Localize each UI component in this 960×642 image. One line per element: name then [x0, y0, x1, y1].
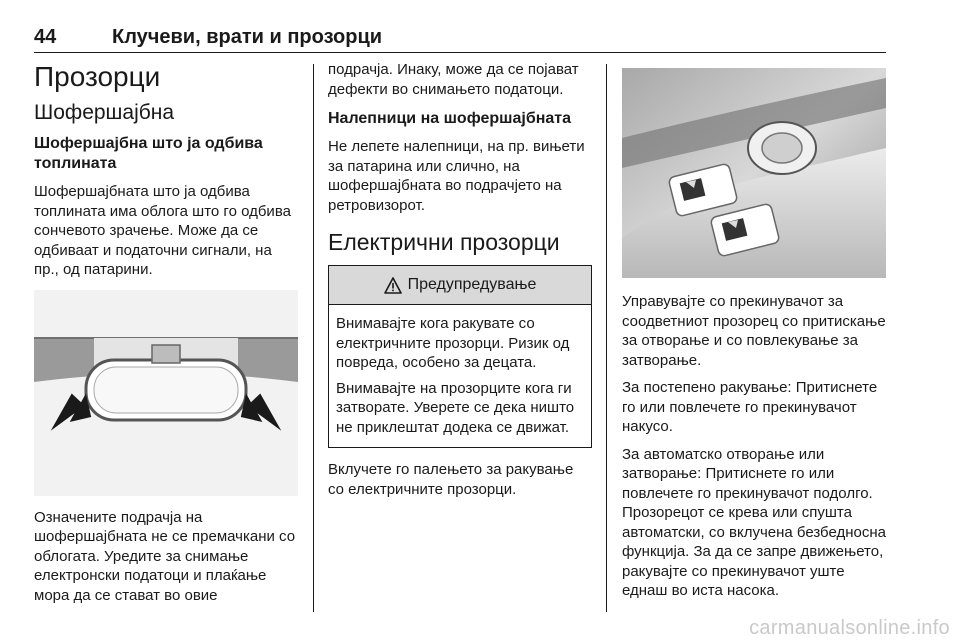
electric-windows-heading: Електрични прозорци: [328, 229, 560, 255]
body-paragraph: За автоматско отворање или затворање: Притиснете го или повлечете го прекинувачот подолго. Прозорецот се крева или спушта автоматски, со вклучена безбедносна функција. За да се запре движењето, ракувајте со прекинувачот уште еднаш во иста насока.: [622, 445, 886, 599]
column-left: [34, 60, 298, 613]
column-right: [622, 60, 886, 609]
column-middle: [328, 60, 592, 507]
warning-header: [329, 266, 591, 305]
section-title: Шофершајбна: [34, 101, 175, 124]
warning-title: Предупредување: [407, 276, 537, 293]
stickers-heading: Налепници на шофершајбната: [328, 110, 572, 127]
body-paragraph: Не лепете налепници, на пр. вињети за патарина или слично, на шофершајбната во подрачјето на ретровизорот.: [328, 138, 585, 214]
body-paragraph: Вклучете го палењето за ракување со електричните прозорци.: [328, 461, 574, 498]
body-paragraph: Означените подрачја на шофершајбната не се премачкани со облогата. Уредите за снимање електронски податоци и плаќање мора да се стават во овие: [34, 508, 296, 604]
body-paragraph: За постепено ракување: Притиснете го или повлечете го прекинувачот накусо.: [622, 379, 878, 435]
page-number: 44: [34, 26, 57, 48]
watermark: carmanualsonline.info: [749, 617, 950, 639]
subsection-title: Шофершајбна што ја одбива топлината: [34, 135, 263, 172]
column-divider: [606, 64, 607, 612]
page-header: [34, 26, 886, 52]
warning-triangle-icon: [384, 277, 402, 294]
mirror-illustration: [34, 290, 298, 496]
body-paragraph: Шофершајбната што ја одбива топлината има облога што го одбива сончевото зрачење. Може да се одбиваат и податочни сигнали, на пр., од патарини.: [34, 183, 291, 278]
warning-text: Внимавајте на прозорците кога ги затворате. Уверете се дека ништо не приклештат додека се движат.: [336, 379, 575, 436]
running-title: Клучеви, врати и прозорци: [112, 26, 383, 48]
warning-body: [329, 305, 591, 447]
column-divider: [313, 64, 314, 612]
chapter-title: Прозорци: [34, 61, 161, 92]
window-switch-photo: [622, 68, 886, 278]
body-paragraph: подрачја. Инаку, може да се појават дефекти во снимањето податоци.: [328, 61, 579, 98]
warning-box: [328, 265, 592, 448]
body-paragraph: Управувајте со прекинувачот за соодветниот прозорец со притискање за отворање и со повлекување за затворање.: [622, 293, 886, 369]
header-rule: [34, 52, 886, 53]
warning-text: Внимавајте кога ракувате со електричните прозорци. Ризик од повреда, особено за децата.: [336, 315, 570, 371]
